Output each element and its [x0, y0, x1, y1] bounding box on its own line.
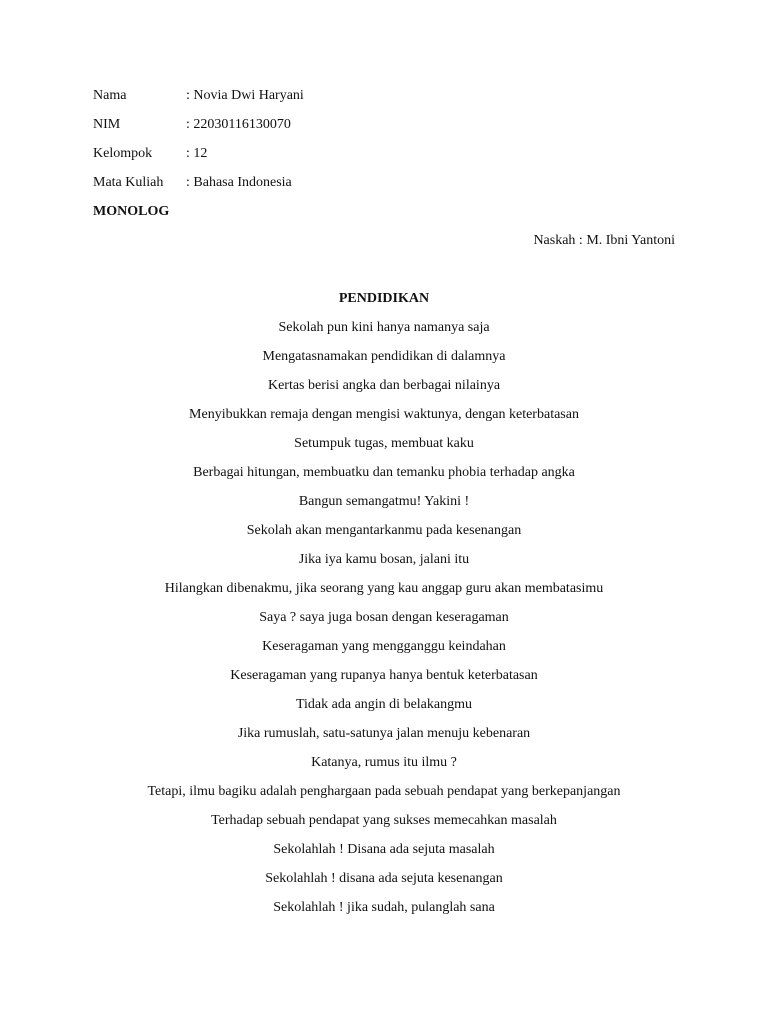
- poem-line: Sekolahlah ! disana ada sejuta kesenangan: [265, 871, 503, 886]
- poem-line: Jika iya kamu bosan, jalani itu: [298, 552, 470, 567]
- poem-line: Keseragaman yang mengganggu keindahan: [262, 639, 506, 654]
- info-label: Mata Kuliah: [93, 175, 164, 190]
- info-value: : Bahasa Indonesia: [186, 175, 292, 190]
- poem-line: Kertas berisi angka dan berbagai nilainya: [267, 378, 501, 393]
- info-row-name: [93, 86, 304, 115]
- poem-line: Sekolah akan mengantarkanmu pada kesenangan: [246, 523, 522, 538]
- poem-line: Hilangkan dibenakmu, jika seorang yang kau anggap guru akan membatasimu: [164, 581, 604, 596]
- info-row-group: [93, 144, 304, 173]
- poem-title: PENDIDIKAN: [338, 291, 430, 306]
- info-row-nim: [93, 115, 304, 144]
- poem-line: Keseragaman yang rupanya hanya bentuk keterbatasan: [230, 668, 538, 683]
- poem-line: Katanya, rumus itu ilmu ?: [311, 755, 457, 770]
- poem-line: Sekolahlah ! Disana ada sejuta masalah: [273, 842, 495, 857]
- info-label: NIM: [93, 117, 121, 132]
- poem-line: Sekolahlah ! jika sudah, pulanglah sana: [273, 900, 495, 915]
- info-label: Kelompok: [93, 146, 153, 161]
- author-credit: Naskah : M. Ibni Yantoni: [533, 233, 675, 248]
- poem-line: Saya ? saya juga bosan dengan keseragaman: [259, 610, 509, 625]
- poem-line: Terhadap sebuah pendapat yang sukses memecahkan masalah: [211, 813, 557, 828]
- poem-line: Menyibukkan remaja dengan mengisi waktunya, dengan keterbatasan: [189, 407, 579, 422]
- student-info: [93, 86, 304, 202]
- info-row-course: [93, 173, 304, 202]
- poem-line: Jika rumuslah, satu-satunya jalan menuju kebenaran: [237, 726, 531, 741]
- poem-body: [0, 318, 768, 927]
- info-value: : 12: [186, 146, 208, 161]
- poem-line: Sekolah pun kini hanya namanya saja: [278, 320, 490, 335]
- poem-line: Tidak ada angin di belakangmu: [295, 697, 472, 712]
- poem-line: Mengatasnamakan pendidikan di dalamnya: [262, 349, 506, 364]
- info-label: Nama: [93, 88, 127, 103]
- info-value: : 22030116130070: [186, 117, 291, 132]
- poem-line: Berbagai hitungan, membuatku dan temanku phobia terhadap angka: [193, 465, 575, 480]
- poem-line: Setumpuk tugas, membuat kaku: [294, 436, 474, 451]
- document-heading: MONOLOG: [93, 204, 170, 219]
- info-value: : Novia Dwi Haryani: [186, 88, 304, 103]
- poem-line: Tetapi, ilmu bagiku adalah penghargaan pada sebuah pendapat yang berkepanjangan: [147, 784, 621, 799]
- poem-line: Bangun semangatmu! Yakini !: [298, 494, 470, 509]
